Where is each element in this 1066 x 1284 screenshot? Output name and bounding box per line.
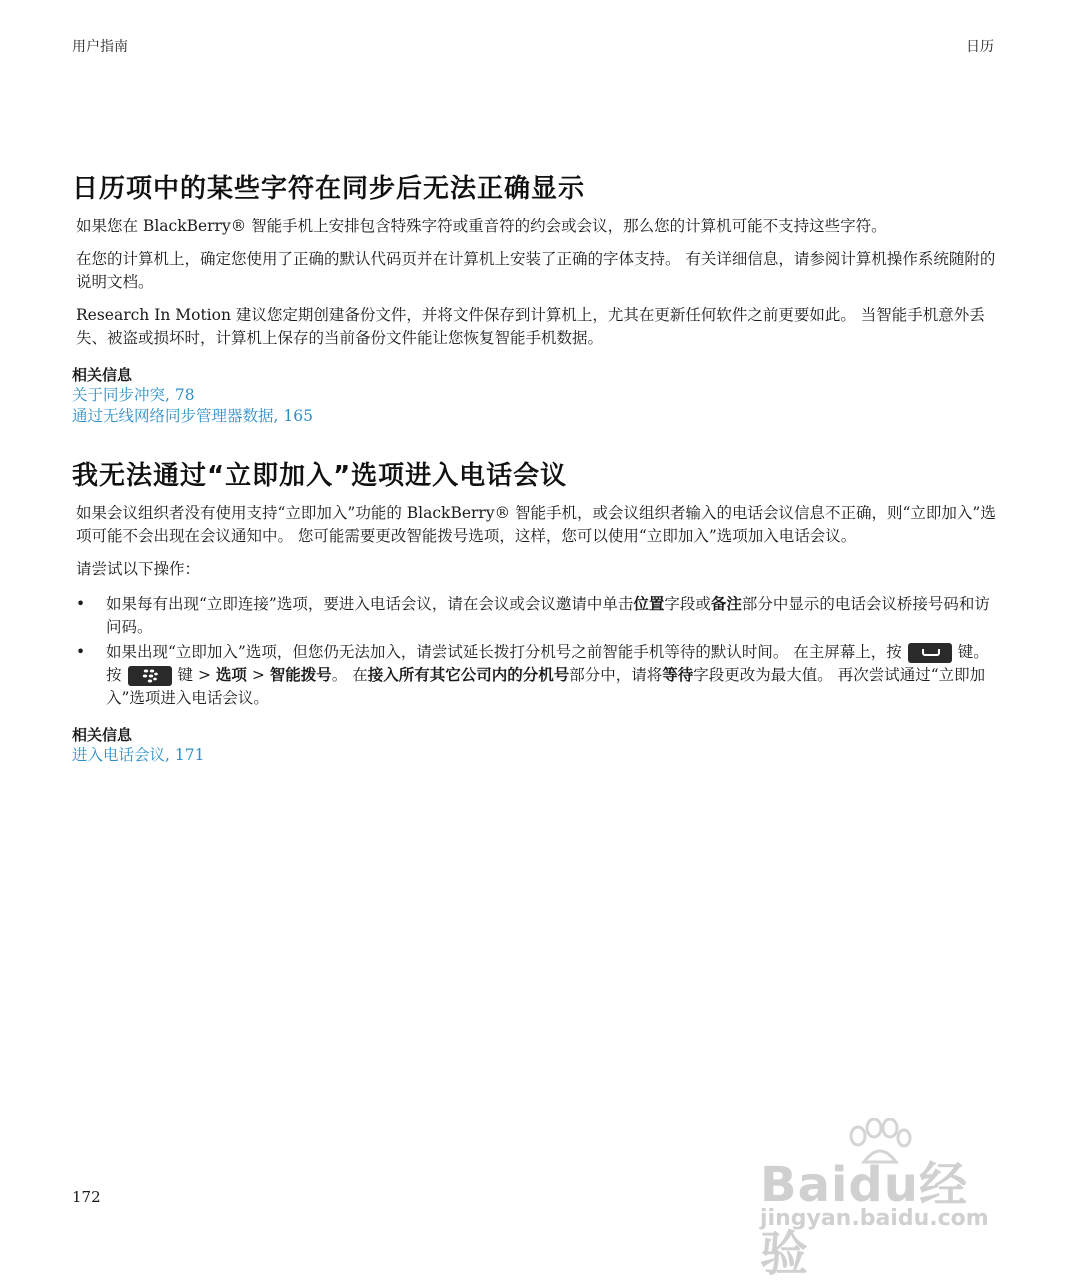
menu-item-options: 选项: [215, 666, 247, 684]
field-name-location: 位置: [633, 595, 665, 613]
list-item: [72, 641, 996, 710]
page-number: 172: [72, 1188, 101, 1206]
text: 字段或: [664, 595, 711, 613]
field-name-wait: 等待: [662, 666, 694, 684]
paragraph: Research In Motion 建议您定期创建备份文件，并将文件保存到计算机上，尤其在更新任何软件之前更要如此。 当智能手机意外丢失、被盗或损坏时，计算机上保存的当前备份文件能让您恢复智能手机数据。: [76, 306, 985, 347]
section-join-now-conference: [72, 455, 996, 766]
related-info-title: 相关信息: [72, 366, 133, 384]
paragraph: 请尝试以下操作：: [76, 560, 201, 578]
paragraph: 在您的计算机上，确定您使用了正确的默认代码页并在计算机上安装了正确的字体支持。 有关详细信息，请参阅计算机操作系统随附的说明文档。: [76, 250, 996, 291]
text: 如果每有出现“立即连接”选项，要进入电话会议，请在会议或会议邀请中单击: [106, 595, 634, 613]
related-link-sync-conflicts[interactable]: 关于同步冲突, 78: [72, 386, 195, 404]
text: >: [251, 666, 265, 684]
text: 键。 按: [106, 643, 989, 684]
paragraph: 如果您在 BlackBerry® 智能手机上安排包含特殊字符或重音符的约会或会议，那么您的计算机可能不支持这些字符。: [76, 217, 887, 235]
troubleshooting-list: [72, 593, 996, 710]
baidu-watermark: [760, 1118, 1010, 1282]
text: 字段更改为最大值。 再次尝试通过“立即加入”选项进入电话会议。: [106, 666, 986, 707]
text: 如果出现“立即加入”选项，但您仍无法加入，请尝试延长拨打分机号之前智能手机等待的默认时间。 在主屏幕上，按: [106, 643, 902, 661]
section-title: 我无法通过“立即加入”选项进入电话会议: [72, 461, 568, 491]
related-info-title: 相关信息: [72, 726, 133, 744]
phone-send-key-icon: [908, 643, 952, 663]
text: 部分中，请将: [569, 666, 663, 684]
watermark-logo: Baidu经验: [760, 1157, 968, 1282]
text: 部分中显示的电话会议桥接号码和访问码。: [106, 595, 990, 636]
page-content: [72, 168, 996, 766]
watermark-url: jingyan.baidu.com: [760, 1206, 989, 1231]
field-name-notes: 备注: [710, 595, 742, 613]
text: 键 >: [177, 666, 211, 684]
section-calendar-characters: [72, 168, 996, 427]
related-link-join-conference[interactable]: 进入电话会议, 171: [72, 746, 205, 764]
text: 。 在: [331, 666, 368, 684]
blackberry-menu-key-icon: [128, 666, 172, 686]
paragraph: 如果会议组织者没有使用支持“立即加入”功能的 BlackBerry® 智能手机，或会议组织者输入的电话会议信息不正确，则“立即加入”选项可能不会出现在会议通知中。 您可能需要更改智能拨号选项，这样，您可以使用“立即加入”选项加入电话会议。: [76, 504, 996, 545]
section-title: 日历项中的某些字符在同步后无法正确显示: [72, 174, 586, 204]
menu-item-smart-dialing: 智能拨号: [269, 666, 332, 684]
related-link-wireless-sync[interactable]: 通过无线网络同步管理器数据, 165: [72, 407, 313, 425]
list-item: [72, 593, 996, 639]
section-name-extensions: 接入所有其它公司内的分机号: [367, 666, 570, 684]
header-chapter-title: 日历: [966, 39, 994, 55]
header-guide-title: 用户指南: [72, 39, 128, 55]
